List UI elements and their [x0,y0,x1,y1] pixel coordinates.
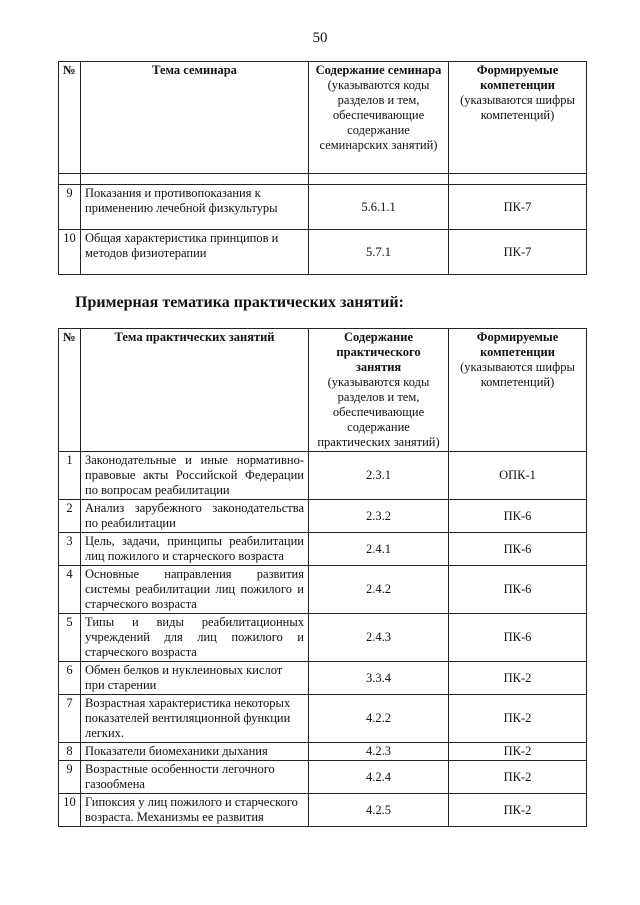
header-competence-title: Формируемые компетенции [476,63,559,92]
row-code: 2.4.3 [309,614,449,662]
header-competence-title: Формируемые компетенции [476,330,559,359]
row-competence: ПК-6 [449,533,587,566]
row-topic: Показатели биомеханики дыхания [81,743,309,761]
header-competence-note: (указываются шифры компетенций) [460,360,575,389]
row-code: 5.6.1.1 [309,185,449,230]
row-topic: Основные направления развития системы реабилитации лиц пожилого и старческого возраста [81,566,309,614]
practical-table [58,328,587,827]
row-competence: ПК-2 [449,743,587,761]
row-num: 8 [59,743,81,761]
table-row [59,566,587,614]
row-code: 2.3.2 [309,500,449,533]
row-topic: Анализ зарубежного законодательства по реабилитации [81,500,309,533]
row-code: 2.4.2 [309,566,449,614]
row-topic: Гипоксия у лиц пожилого и старческого возраста. Механизмы ее развития [81,794,309,827]
row-code: 3.3.4 [309,662,449,695]
table-row [59,743,587,761]
row-num: 2 [59,500,81,533]
row-topic: Законодательные и иные нормативно-правовые акты Российской Федерации по вопросам реабилитации [81,452,309,500]
table-row [59,533,587,566]
header-content-title: Содержание практического занятия [336,330,421,374]
table-row [59,761,587,794]
row-competence: ПК-2 [449,761,587,794]
header-content-note: (указываются коды разделов и тем, обеспечивающие содержание практических занятий) [317,375,440,449]
row-competence: ПК-2 [449,794,587,827]
row-num: 9 [59,185,81,230]
row-num: 1 [59,452,81,500]
page-number: 50 [312,30,328,46]
row-num: 10 [59,794,81,827]
table-row [59,185,587,230]
header-topic: Тема практических занятий [81,329,309,452]
header-num: № [59,329,81,452]
row-topic: Обмен белков и нуклеиновых кислот при старении [81,662,309,695]
seminar-header-row [59,62,587,174]
row-competence: ПК-6 [449,566,587,614]
row-code: 4.2.3 [309,743,449,761]
row-code: 4.2.2 [309,695,449,743]
header-competence-note: (указываются шифры компетенций) [460,93,575,122]
row-code: 2.3.1 [309,452,449,500]
header-content [309,62,449,174]
row-competence: ПК-6 [449,500,587,533]
row-competence: ПК-7 [449,230,587,275]
row-code: 4.2.4 [309,761,449,794]
table-row [59,794,587,827]
table-row [59,230,587,275]
row-topic: Возрастные особенности легочного газообмена [81,761,309,794]
seminar-table [58,61,587,275]
spacer-row [59,174,587,185]
header-num: № [59,62,81,174]
table-row [59,695,587,743]
row-num: 10 [59,230,81,275]
row-code: 4.2.5 [309,794,449,827]
header-content-title: Содержание семинара [315,63,442,77]
row-num: 9 [59,761,81,794]
row-num: 6 [59,662,81,695]
row-competence: ОПК-1 [449,452,587,500]
practical-header-row [59,329,587,452]
header-content-note: (указываются коды разделов и тем, обеспечивающие содержание семинарских занятий) [319,78,438,152]
table-row [59,452,587,500]
row-num: 5 [59,614,81,662]
header-topic: Тема семинара [81,62,309,174]
row-num: 7 [59,695,81,743]
row-competence: ПК-2 [449,695,587,743]
row-code: 5.7.1 [309,230,449,275]
row-topic: Типы и виды реабилитационных учреждений для лиц пожилого и старческого возраста [81,614,309,662]
row-code: 2.4.1 [309,533,449,566]
row-competence: ПК-7 [449,185,587,230]
row-topic: Цель, задачи, принципы реабилитации лиц пожилого и старческого возраста [81,533,309,566]
header-content [309,329,449,452]
row-competence: ПК-2 [449,662,587,695]
row-topic: Возрастная характеристика некоторых показателей вентиляционной функции легких. [81,695,309,743]
practical-heading: Примерная тематика практических занятий: [75,294,404,311]
row-topic: Общая характеристика принципов и методов физиотерапии [81,230,309,275]
header-competence [449,329,587,452]
header-competence [449,62,587,174]
row-num: 3 [59,533,81,566]
row-competence: ПК-6 [449,614,587,662]
table-row [59,662,587,695]
table-row [59,614,587,662]
row-topic: Показания и противопоказания к применению лечебной физкультуры [81,185,309,230]
row-num: 4 [59,566,81,614]
table-row [59,500,587,533]
